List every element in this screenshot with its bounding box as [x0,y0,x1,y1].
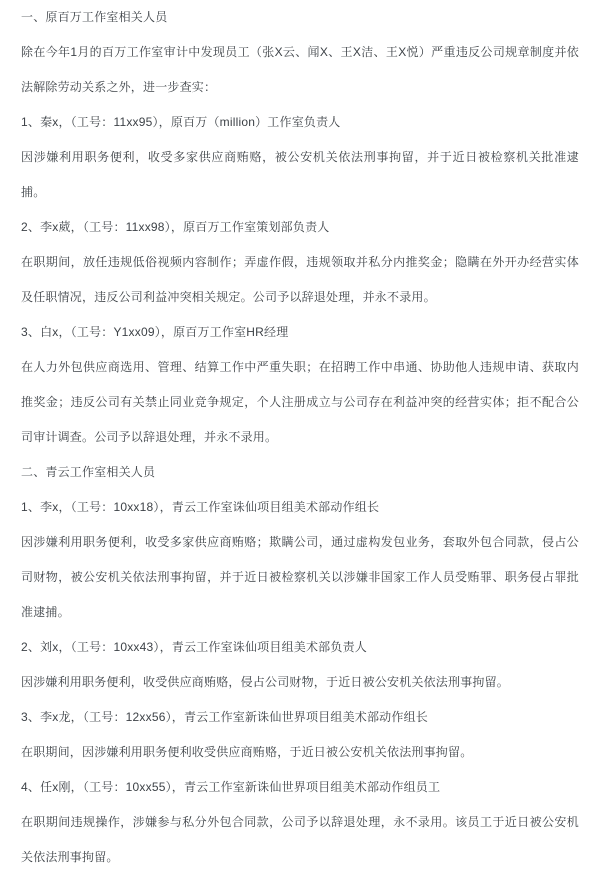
section-2-entry-4-detail: 在职期间违规操作，涉嫌参与私分外包合同款，公司予以辞退处理，永不录用。该员工于近日被公安机关依法刑事拘留。 [21,815,579,864]
section-1-intro: 除在今年1月的百万工作室审计中发现员工（张X云、闻X、王X洁、王X悦）严重违反公司规章制度并依法解除劳动关系之外，进一步查实： [21,45,579,94]
section-2-entry-4-title: 4、任x刚，（工号：10xx55），青云工作室新诛仙世界项目组美术部动作组员工 [21,780,441,794]
section-1-entry-3-detail: 在人力外包供应商选用、管理、结算工作中严重失职；在招聘工作中串通、协助他人违规申请、获取内推奖金；违反公司有关禁止同业竞争规定，个人注册成立与公司存在利益冲突的经营实体；拒不配合公司审计调查。公司予以辞退处理，并永不录用。 [21,360,579,444]
section-1-heading: 一、原百万工作室相关人员 [21,10,168,24]
section-2-heading: 二、青云工作室相关人员 [21,465,156,479]
section-2-entry-3-title: 3、李x龙，（工号：12xx56），青云工作室新诛仙世界项目组美术部动作组长 [21,710,428,724]
section-2-entry-1-detail: 因涉嫌利用职务便利，收受多家供应商贿赂；欺瞒公司，通过虚构发包业务，套取外包合同款，侵占公司财物，被公安机关依法刑事拘留，并于近日被检察机关以涉嫌非国家工作人员受贿罪、职务侵占罪批准逮捕。 [21,535,579,619]
section-1-entry-2-title: 2、李x葳，（工号：11xx98），原百万工作室策划部负责人 [21,220,330,234]
section-2-entry-1-title: 1、李x，（工号：10xx18），青云工作室诛仙项目组美术部动作组长 [21,500,380,514]
section-2-entry-2-title: 2、刘x，（工号：10xx43），青云工作室诛仙项目组美术部负责人 [21,640,367,654]
section-1-entry-1-detail: 因涉嫌利用职务便利，收受多家供应商贿赂，被公安机关依法刑事拘留，并于近日被检察机关批准逮捕。 [21,150,579,199]
section-2-entry-2-detail: 因涉嫌利用职务便利，收受供应商贿赂，侵占公司财物，于近日被公安机关依法刑事拘留。 [21,675,510,689]
section-1-entry-1-title: 1、秦x，（工号：11xx95），原百万（million）工作室负责人 [21,115,341,129]
section-1-entry-2-detail: 在职期间，放任违规低俗视频内容制作；弄虚作假，违规领取并私分内推奖金；隐瞒在外开办经营实体及任职情况，违反公司利益冲突相关规定。公司予以辞退处理，并永不录用。 [21,255,579,304]
section-2-entry-3-detail: 在职期间，因涉嫌利用职务便利收受供应商贿赂，于近日被公安机关依法刑事拘留。 [21,745,473,759]
section-1-entry-3-title: 3、白x，（工号：Y1xx09），原百万工作室HR经理 [21,325,289,339]
